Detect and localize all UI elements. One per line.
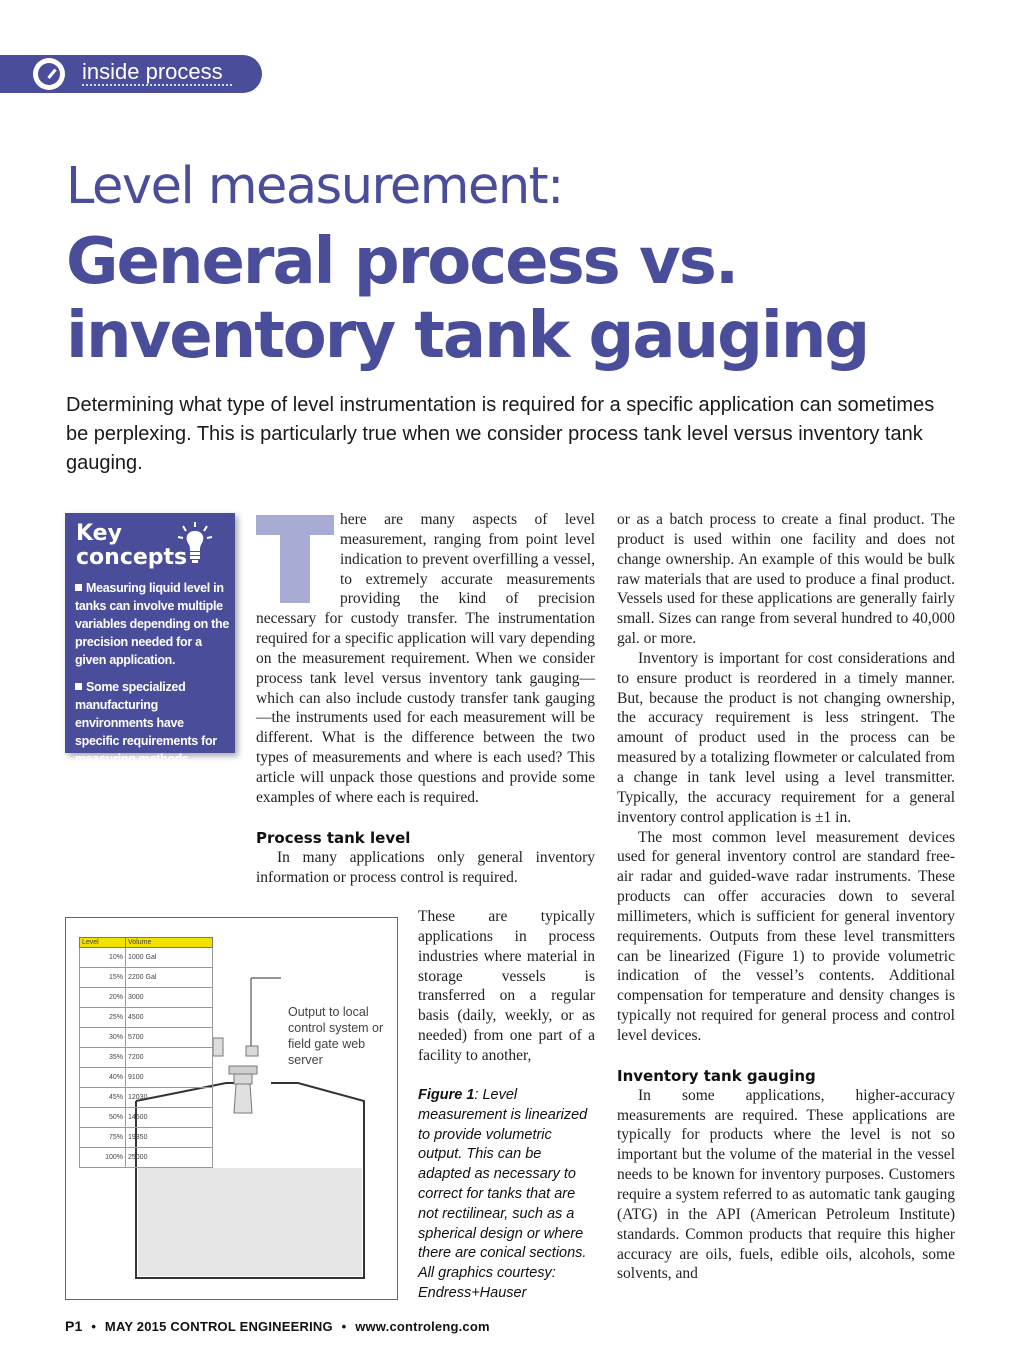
table-cell: 20%	[80, 988, 126, 1008]
table-cell: 35%	[80, 1048, 126, 1068]
subhead-inventory-tank-gauging: Inventory tank gauging	[617, 1066, 816, 1085]
gauge-icon	[33, 58, 65, 90]
table-cell: 25000	[126, 1148, 213, 1168]
body-column-2	[617, 510, 955, 1284]
table-cell: 14500	[126, 1108, 213, 1128]
key-concepts-box	[65, 513, 235, 766]
table-cell: 50%	[80, 1108, 126, 1128]
page-footer: P1 • MAY 2015 CONTROL ENGINEERING • www.controleng.com	[65, 1318, 490, 1334]
headline-kicker: Level measurement:	[66, 157, 563, 216]
tab-dotted-underline	[82, 84, 232, 86]
figure-1	[65, 917, 398, 1300]
table-cell: 75%	[80, 1128, 126, 1148]
figure-caption: Figure 1: Level measurement is linearized to provide volumetric output. This can be adapted as necessary to correct for tanks that are not rectilinear, such as a spherical design or where there are conical sections. All graphics courtesy: Endress+Hauser	[418, 1087, 588, 1301]
table-cell: 40%	[80, 1068, 126, 1088]
table-row	[80, 1068, 213, 1088]
table-cell: 1000 Gal	[126, 948, 213, 968]
table-row	[80, 1088, 213, 1108]
table-row	[80, 1108, 213, 1128]
key-concepts-title: Key concepts	[76, 521, 188, 570]
table-row	[80, 1128, 213, 1148]
issue-label: MAY 2015 CONTROL ENGINEERING	[104, 1319, 333, 1334]
table-cell: 30%	[80, 1028, 126, 1048]
table-row	[80, 988, 213, 1008]
page-number: P1	[65, 1318, 83, 1334]
headline-title: General process vs. inventory tank gauging	[66, 225, 869, 373]
table-row	[80, 968, 213, 988]
key-concept-item: Some specialized manufacturing environments have specific requirements for measuring methods.	[75, 680, 217, 766]
paragraph: In many applications only general inventory information or process control is required.	[256, 848, 595, 886]
paragraph: here are many aspects of level measurement, ranging from point level indication to prevent overfilling a vessel, to extremely accurate measurements providing the kind of precision necessary for custody transfer. The instrumentation required for a specific application will vary depending on the measurement requirement. When we consider process tank level versus inventory tank gauging—which can also include custody transfer tank gauging—the instruments used for each measurement will be different. What is the difference between the two types of measurements and where is each used? This article will unpack those questions and provide some examples of where each is required.	[256, 511, 595, 806]
subhead-process-tank-level: Process tank level	[256, 828, 411, 847]
table-cell: 5700	[126, 1028, 213, 1048]
table-row	[80, 1048, 213, 1068]
table-cell: 15%	[80, 968, 126, 988]
figure-credit: All graphics courtesy: Endress+Hauser	[418, 1265, 556, 1301]
table-cell: 12030	[126, 1088, 213, 1108]
table-row	[80, 1008, 213, 1028]
paragraph: or as a batch process to create a final product. The product is used within one facility and does not change ownership. An example of this would be bulk raw materials that are used to produce a final product. Vessels used for these applications are generally fairly small. Sizes can range from several hundred to 40,000 gal. or more.	[617, 511, 955, 648]
paragraph: Inventory is important for cost considerations and to ensure product is reordered in a timely manner. But, because the product is not changing ownership, the accuracy requirement is less stringent. The amount of product used in the process can be measured by a totalizing flowmeter or calculated from a change in tank level using a level transmitter. Typically, the accuracy requirement for a general inventory control application is ±1 in.	[617, 649, 955, 826]
table-header: Volume	[126, 938, 213, 948]
table-cell: 9100	[126, 1068, 213, 1088]
paragraph: The most common level measurement devices used for general inventory control are standard free-air radar and guided-wave radar instruments. These products can offer accuracies down to several millimeters, which is sufficient for general inventory requirements. Outputs from these level transmitters can be linearized (Figure 1) to provide volumetric indication of the vessel’s contents. Additional compensation for temperature and density changes is typically not required for general process and control level devices.	[617, 828, 955, 1044]
key-concept-item: Measuring liquid level in tanks can involve multiple variables depending on the precision needed for a given application.	[75, 581, 230, 667]
paragraph: In some applications, higher-accuracy measurements are required. These applications are typically for products where the level is not so important but the volume of the material in the vessel needs to be known for inventory purposes. Customers require a system referred to as automatic tank gauging (ATG) in the API (American Petroleum Institute) standards. Common products that require this higher accuracy are oils, fuels, edible oils, alcohols, some solvents, and	[617, 1086, 955, 1283]
table-cell: 3000	[126, 988, 213, 1008]
article-deck: Determining what type of level instrumentation is required for a specific application can sometimes be perplexing. This is particularly true when we consider process tank level versus inventory tank gauging.	[66, 394, 935, 474]
dropcap	[256, 515, 334, 603]
level-volume-table	[79, 937, 213, 1168]
table-cell: 45%	[80, 1088, 126, 1108]
table-cell: 25%	[80, 1008, 126, 1028]
section-tab-label: inside process	[82, 59, 223, 84]
paragraph-continued: These are typically applications in process industries where material in storage vessels is transferred on a regular basis (daily, weekly, or as needed) from one part of a facility to another,	[418, 908, 595, 1064]
table-cell: 10%	[80, 948, 126, 968]
table-row	[80, 948, 213, 968]
key-concepts-list	[75, 579, 231, 777]
section-tab	[0, 55, 262, 93]
output-label: Output to local control system or field gate web server	[288, 1005, 384, 1067]
table-header: Level	[80, 938, 126, 948]
footer-url: www.controleng.com	[355, 1319, 490, 1334]
table-cell: 19350	[126, 1128, 213, 1148]
table-cell: 100%	[80, 1148, 126, 1168]
body-column-1	[256, 510, 595, 887]
table-row	[80, 1148, 213, 1168]
table-cell: 2200 Gal	[126, 968, 213, 988]
table-row	[80, 1028, 213, 1048]
table-cell: 4500	[126, 1008, 213, 1028]
lightbulb-icon	[177, 521, 213, 567]
table-cell: 7200	[126, 1048, 213, 1068]
